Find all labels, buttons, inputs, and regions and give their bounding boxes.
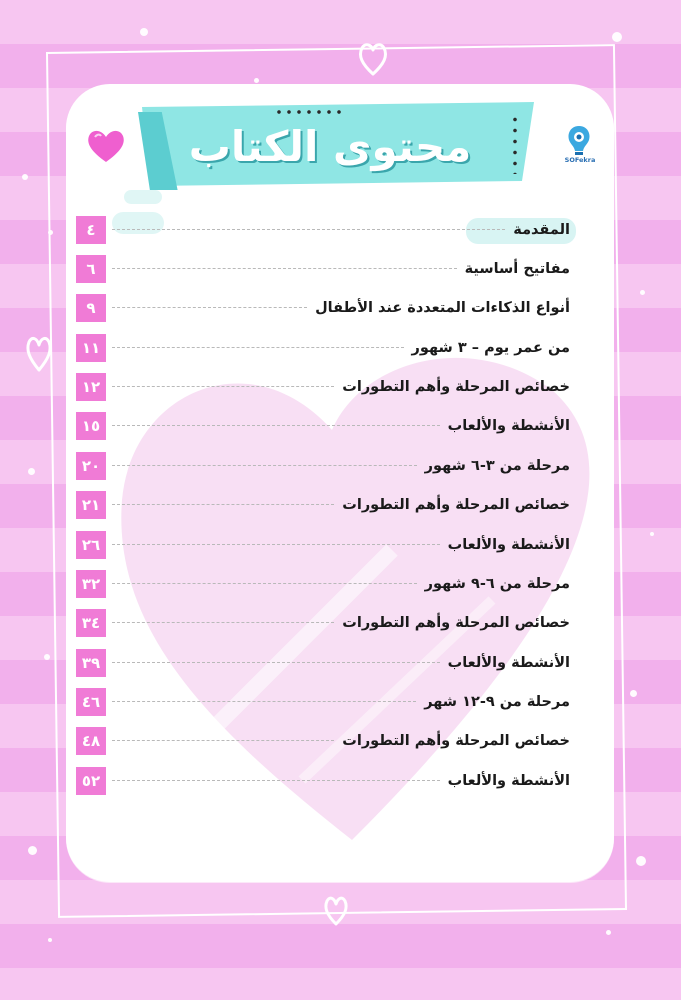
dotted-leader-line [112,229,505,230]
toc-row[interactable] [76,649,576,677]
toc-entry-title: مرحلة من ٣-٦ شهور [424,458,570,474]
toc-row[interactable] [76,767,576,795]
page-number-badge: ٩ [76,294,106,322]
dotted-leader-line [112,347,404,348]
logo-text: SOFekra [564,156,596,164]
toc-entry-title: خصائص المرحلة وأهم التطورات [342,733,570,749]
page-number-badge: ١٥ [76,412,106,440]
page-number-badge: ١٢ [76,373,106,401]
dotted-leader-line [112,268,457,269]
toc-row[interactable] [76,373,576,401]
page-number-badge: ٢١ [76,491,106,519]
toc-entry-title: الأنشطة والألعاب [447,418,570,434]
toc-row[interactable] [76,216,576,244]
page-number-badge: ٣٢ [76,570,106,598]
dotted-leader-line [112,386,334,387]
toc-row[interactable] [76,531,576,559]
page-number-badge: ٤٦ [76,688,106,716]
toc-entry-title: الأنشطة والألعاب [447,537,570,553]
toc-entry-title: مفاتيح أساسية [464,261,570,277]
dotted-leader-line [112,662,440,663]
toc-row[interactable] [76,334,576,362]
page-number-badge: ٣٤ [76,609,106,637]
page-number-badge: ٣٩ [76,649,106,677]
toc-entry-title: المقدمة [513,222,570,238]
toc-entry-title: الأنشطة والألعاب [447,655,570,671]
toc-entry-title: خصائص المرحلة وأهم التطورات [342,497,570,513]
dotted-leader-line [112,740,334,741]
page-number-badge: ٢٦ [76,531,106,559]
page-number-badge: ٤ [76,216,106,244]
toc-row[interactable] [76,412,576,440]
page-number-badge: ٦ [76,255,106,283]
toc-row[interactable] [76,727,576,755]
dotted-leader-line [112,701,416,702]
toc-entry-title: مرحلة من ٦-٩ شهور [424,576,570,592]
page-number-badge: ٤٨ [76,727,106,755]
page-number-badge: ١١ [76,334,106,362]
dotted-leader-line [112,465,417,466]
toc-row[interactable] [76,570,576,598]
toc-row[interactable] [76,609,576,637]
page-number-badge: ٢٠ [76,452,106,480]
dotted-leader-line [112,504,334,505]
toc-row[interactable] [76,491,576,519]
toc-entry-title: الأنشطة والألعاب [447,773,570,789]
toc-row[interactable] [76,294,576,322]
toc-row[interactable] [76,255,576,283]
toc-row[interactable] [76,688,576,716]
page-title: محتوى الكتاب [188,121,472,171]
toc-entry-title: أنواع الذكاءات المتعددة عند الأطفال [315,300,570,316]
dotted-leader-line [112,583,417,584]
dotted-leader-line [112,780,440,781]
toc-entry-title: خصائص المرحلة وأهم التطورات [342,379,570,395]
toc-row[interactable] [76,452,576,480]
toc-entry-title: مرحلة من ٩-١٢ شهر [424,694,570,710]
page-number-badge: ٥٢ [76,767,106,795]
dotted-leader-line [112,425,440,426]
toc-entry-title: خصائص المرحلة وأهم التطورات [342,615,570,631]
dotted-leader-line [112,307,307,308]
dotted-leader-line [112,544,440,545]
toc-entry-title: من عمر يوم – ٣ شهور [411,340,570,356]
dotted-leader-line [112,622,334,623]
